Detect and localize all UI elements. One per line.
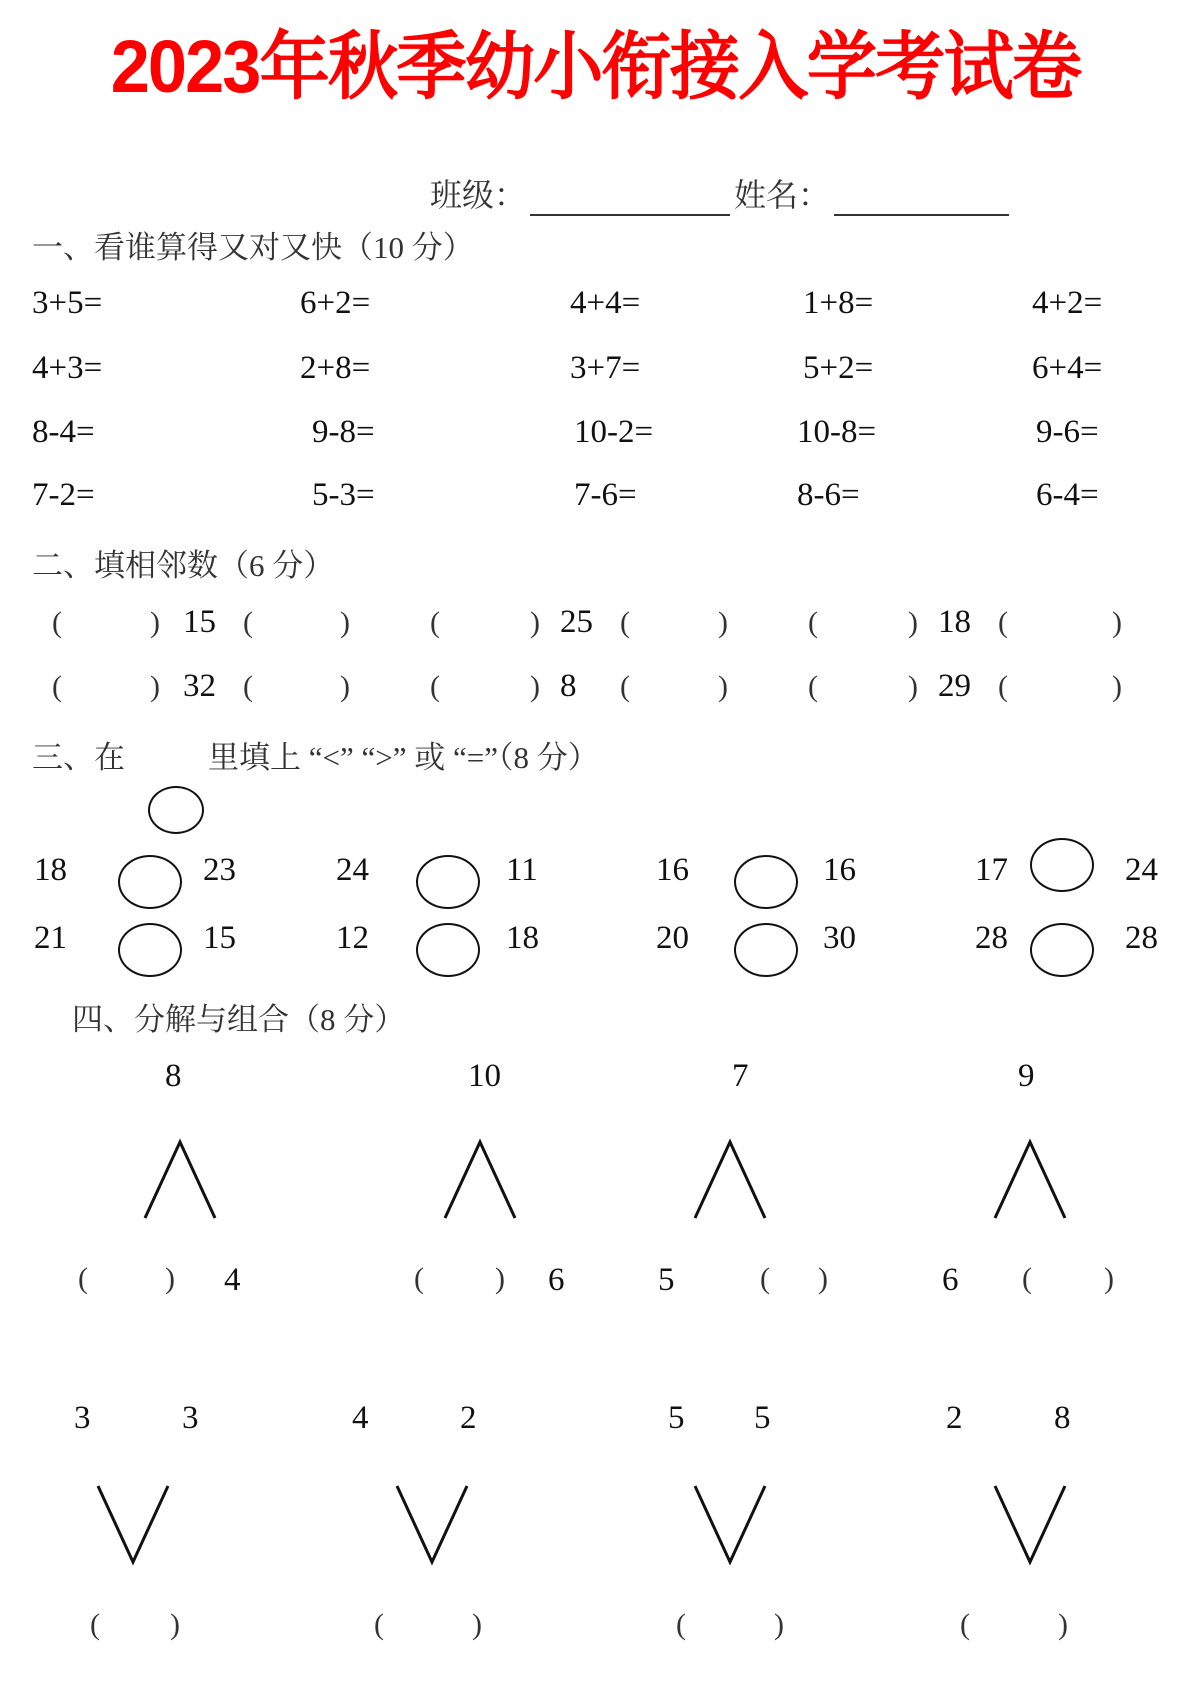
split-wedge-icon (443, 1140, 518, 1220)
name-label: 姓名： (734, 177, 831, 213)
problem: 4+2= (1032, 285, 1103, 321)
part-number: 6 (548, 1262, 565, 1298)
left-number: 17 (975, 852, 1008, 888)
blank-close[interactable]: ) (495, 1262, 505, 1295)
blank-close[interactable]: ) (472, 1608, 482, 1641)
combine-wedge-icon (395, 1484, 470, 1564)
right-number: 23 (203, 852, 236, 888)
part-number: 5 (754, 1400, 771, 1436)
blank-close[interactable]: ) (908, 670, 918, 703)
blank-open[interactable]: ( (676, 1608, 686, 1641)
right-number: 24 (1125, 852, 1158, 888)
part-number: 5 (658, 1262, 675, 1298)
right-number: 16 (823, 852, 856, 888)
problem: 5-3= (312, 477, 375, 513)
blank-open[interactable]: ( (808, 606, 818, 639)
left-number: 24 (336, 852, 369, 888)
blank-open[interactable]: ( (52, 670, 62, 703)
problem: 8-6= (797, 477, 860, 513)
whole-number: 8 (165, 1058, 182, 1094)
circle-icon (148, 786, 204, 834)
blank-close[interactable]: ) (718, 606, 728, 639)
blank-close[interactable]: ) (530, 670, 540, 703)
split-wedge-icon (143, 1140, 218, 1220)
blank-open[interactable]: ( (78, 1262, 88, 1295)
problem: 9-6= (1036, 414, 1099, 450)
part-number: 6 (942, 1262, 959, 1298)
section-4-heading: 四、分解与组合（8 分） (72, 1002, 406, 1037)
problem: 5+2= (803, 350, 874, 386)
blank-close[interactable]: ) (165, 1262, 175, 1295)
part-number: 3 (74, 1400, 91, 1436)
blank-open[interactable]: ( (90, 1608, 100, 1641)
problem: 1+8= (803, 285, 874, 321)
section-3-heading-pre: 三、在 (32, 740, 125, 775)
left-number: 20 (656, 920, 689, 956)
right-number: 28 (1125, 920, 1158, 956)
student-info (430, 170, 1013, 216)
middle-number: 25 (560, 604, 593, 640)
compare-circle[interactable] (416, 855, 480, 909)
problem: 6+2= (300, 285, 371, 321)
left-number: 12 (336, 920, 369, 956)
blank-open[interactable]: ( (620, 670, 630, 703)
class-label: 班级： (430, 177, 527, 213)
problem: 6-4= (1036, 477, 1099, 513)
compare-circle[interactable] (734, 923, 798, 977)
blank-open[interactable]: ( (243, 670, 253, 703)
part-number: 4 (224, 1262, 241, 1298)
blank-open[interactable]: ( (998, 606, 1008, 639)
problem: 8-4= (32, 414, 95, 450)
blank-open[interactable]: ( (374, 1608, 384, 1641)
whole-number: 10 (468, 1058, 501, 1094)
blank-close[interactable]: ) (150, 670, 160, 703)
problem: 10-8= (797, 414, 877, 450)
problem: 9-8= (312, 414, 375, 450)
problem: 7-2= (32, 477, 95, 513)
blank-close[interactable]: ) (1112, 606, 1122, 639)
name-field[interactable] (834, 180, 1009, 216)
blank-close[interactable]: ) (340, 670, 350, 703)
compare-circle[interactable] (416, 923, 480, 977)
compare-circle[interactable] (118, 855, 182, 909)
blank-open[interactable]: ( (760, 1262, 770, 1295)
blank-open[interactable]: ( (430, 670, 440, 703)
blank-open[interactable]: ( (998, 670, 1008, 703)
exam-title: 2023年秋季幼小衔接入学考试卷 (110, 25, 1081, 108)
problem: 7-6= (574, 477, 637, 513)
problem: 10-2= (574, 414, 654, 450)
split-wedge-icon (693, 1140, 768, 1220)
problem: 3+5= (32, 285, 103, 321)
problem: 6+4= (1032, 350, 1103, 386)
blank-close[interactable]: ) (150, 606, 160, 639)
whole-number: 9 (1018, 1058, 1035, 1094)
combine-wedge-icon (96, 1484, 171, 1564)
left-number: 18 (34, 852, 67, 888)
combine-wedge-icon (993, 1484, 1068, 1564)
blank-close[interactable]: ) (1058, 1608, 1068, 1641)
compare-circle[interactable] (1030, 838, 1094, 892)
part-number: 8 (1054, 1400, 1071, 1436)
part-number: 3 (182, 1400, 199, 1436)
blank-open[interactable]: ( (1022, 1262, 1032, 1295)
compare-circle[interactable] (734, 855, 798, 909)
part-number: 2 (946, 1400, 963, 1436)
middle-number: 8 (560, 668, 577, 704)
right-number: 11 (506, 852, 538, 888)
blank-close[interactable]: ) (340, 606, 350, 639)
combine-wedge-icon (693, 1484, 768, 1564)
blank-close[interactable]: ) (818, 1262, 828, 1295)
blank-close[interactable]: ) (718, 670, 728, 703)
blank-close[interactable]: ) (530, 606, 540, 639)
part-number: 5 (668, 1400, 685, 1436)
right-number: 30 (823, 920, 856, 956)
blank-close[interactable]: ) (170, 1608, 180, 1641)
blank-close[interactable]: ) (774, 1608, 784, 1641)
part-number: 4 (352, 1400, 369, 1436)
blank-close[interactable]: ) (908, 606, 918, 639)
blank-open[interactable]: ( (960, 1608, 970, 1641)
blank-close[interactable]: ) (1112, 670, 1122, 703)
middle-number: 18 (938, 604, 971, 640)
problem: 4+3= (32, 350, 103, 386)
right-number: 18 (506, 920, 539, 956)
blank-open[interactable]: ( (808, 670, 818, 703)
section-2-heading: 二、填相邻数（6 分） (32, 548, 335, 583)
problem: 2+8= (300, 350, 371, 386)
blank-open[interactable]: ( (430, 606, 440, 639)
blank-open[interactable]: ( (414, 1262, 424, 1295)
blank-open[interactable]: ( (243, 606, 253, 639)
left-number: 16 (656, 852, 689, 888)
blank-close[interactable]: ) (1104, 1262, 1114, 1295)
blank-open[interactable]: ( (620, 606, 630, 639)
compare-circle[interactable] (118, 923, 182, 977)
blank-open[interactable]: ( (52, 606, 62, 639)
section-3-heading-post: 里填上 “<” “>” 或 “=”（8 分） (208, 740, 599, 775)
left-number: 28 (975, 920, 1008, 956)
problem: 3+7= (570, 350, 641, 386)
middle-number: 32 (183, 668, 216, 704)
right-number: 15 (203, 920, 236, 956)
class-field[interactable] (530, 180, 730, 216)
problem: 4+4= (570, 285, 641, 321)
split-wedge-icon (993, 1140, 1068, 1220)
middle-number: 15 (183, 604, 216, 640)
whole-number: 7 (732, 1058, 749, 1094)
compare-circle[interactable] (1030, 923, 1094, 977)
middle-number: 29 (938, 668, 971, 704)
section-1-heading: 一、看谁算得又对又快（10 分） (32, 230, 474, 265)
part-number: 2 (460, 1400, 477, 1436)
left-number: 21 (34, 920, 67, 956)
